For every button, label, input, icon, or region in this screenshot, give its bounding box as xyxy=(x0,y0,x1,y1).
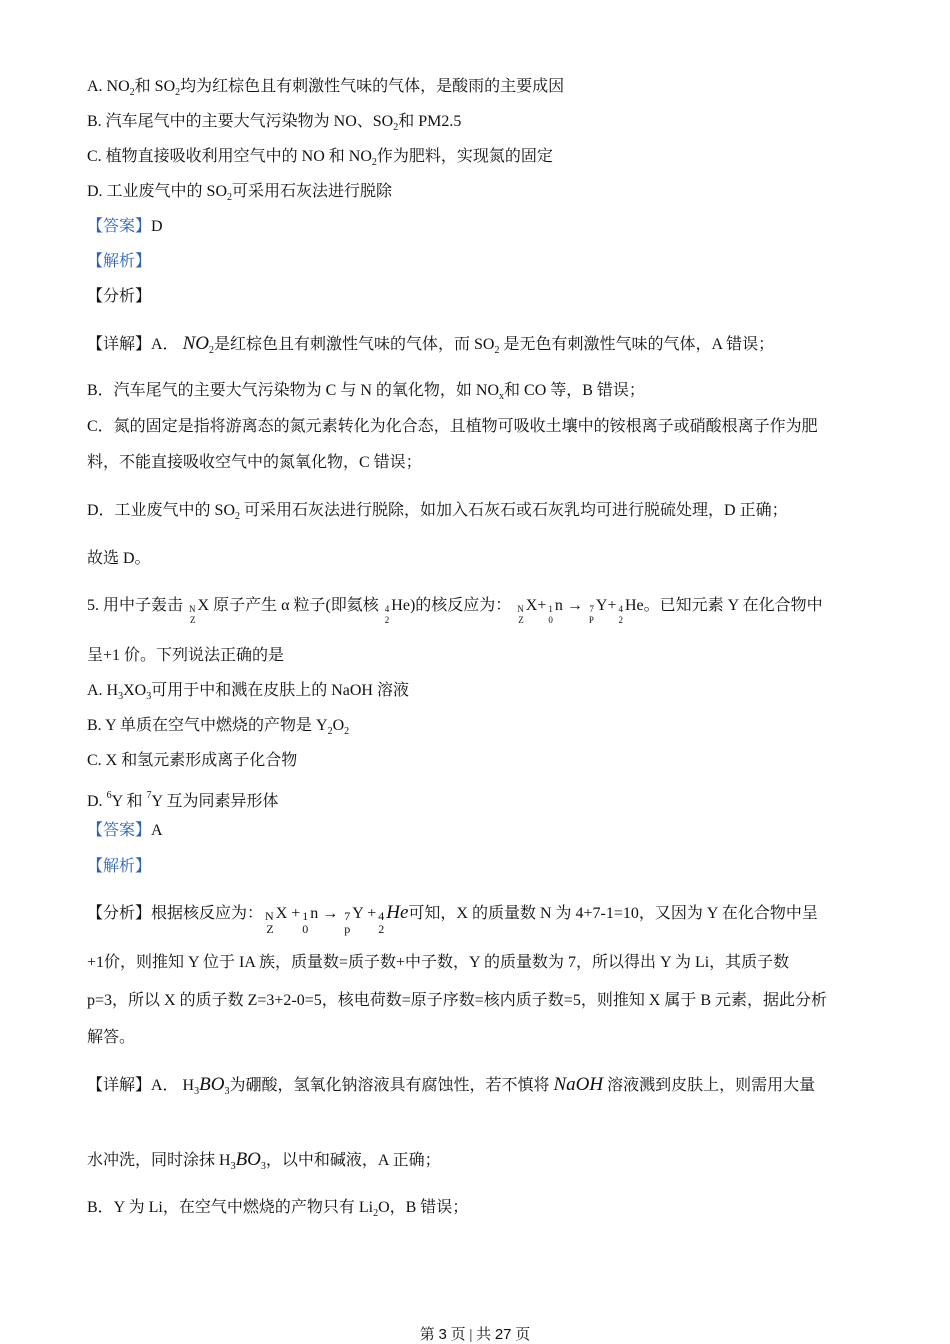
nuclide-notation xyxy=(589,604,594,626)
text-run: B. Y 单质在空气中燃烧的产物是 Y xyxy=(87,717,328,734)
subscript: x xyxy=(499,391,505,402)
formula-italic: BO xyxy=(235,1149,261,1170)
text-run: 可知，X 的质量数 N 为 4+7-1=10，又因为 Y 在化合物中呈 xyxy=(408,905,818,922)
mass-number: 7 xyxy=(589,604,594,614)
mass-number: 1 xyxy=(302,909,309,923)
formula-italic: He xyxy=(386,902,409,923)
atomic-number: p xyxy=(344,922,351,936)
mass-number: 1 xyxy=(548,604,553,614)
subscript: 3 xyxy=(224,1086,230,1097)
text-run: He)的核反应为： xyxy=(391,597,516,614)
text-run: 【详解】A． H xyxy=(87,1077,195,1094)
text-run: 作为肥料，实现氮的固定 xyxy=(376,148,553,165)
formula-italic: NaOH xyxy=(553,1074,604,1095)
text-run: X + xyxy=(275,905,301,922)
text-run: X+ xyxy=(525,597,547,614)
text-line xyxy=(87,953,789,973)
text-run: C．氮的固定是指将游离态的氮元素转化为化合态，且植物可吸收土壤中的铵根离子或硝酸根离子作为肥 xyxy=(87,418,818,435)
section-label: 【答案】 xyxy=(87,218,152,235)
text-run: 均为红棕色且有刺激性气味的气体，是酸雨的主要成因 xyxy=(180,78,565,95)
text-line xyxy=(87,417,818,437)
nuclide-notation xyxy=(265,910,274,936)
text-run: 可采用石灰法进行脱除，如加入石灰石或石灰乳均可进行脱硫处理，D 正确； xyxy=(240,502,788,519)
text-run: B．汽车尾气的主要大气污染物为 C 与 N 的氧化物，如 NO xyxy=(87,382,500,399)
text-line xyxy=(87,1028,135,1048)
text-line xyxy=(87,381,645,407)
text-run: C. 植物直接吸收利用空气中的 NO 和 NO xyxy=(87,148,372,165)
atomic-number: 2 xyxy=(378,922,385,936)
text-run: A xyxy=(151,822,163,839)
subscript: 2 xyxy=(371,157,377,168)
subscript: 2 xyxy=(494,345,500,356)
text-line xyxy=(87,252,151,272)
nuclide-notation xyxy=(517,604,524,626)
nuclide-notation xyxy=(548,604,553,626)
text-run: 呈+1 价。下列说法正确的是 xyxy=(87,647,285,664)
mass-number: 4 xyxy=(618,604,623,614)
text-run: +1价，则推知 Y 位于 IA 族，质量数=质子数+中子数，Y 的质量数为 7，所以得出 Y 为 Li，其质子数 xyxy=(87,954,790,971)
text-run: D. 工业废气中的 SO xyxy=(87,183,228,200)
text-line xyxy=(87,217,163,237)
subscript: 3 xyxy=(194,1086,200,1097)
text-line xyxy=(87,287,151,307)
text-run: p=3，所以 X 的质子数 Z=3+2-0=5，核电荷数=原子序数=核内质子数=5，则推知 X 属于 B 元素，据此分析 xyxy=(87,992,828,1009)
subscript: 3 xyxy=(118,691,124,702)
text-run: ，以中和碱液，A 正确； xyxy=(265,1152,441,1169)
nuclide-notation xyxy=(385,604,390,626)
subscript: 2 xyxy=(327,726,333,737)
text-line xyxy=(87,147,553,173)
formula-italic: NO xyxy=(182,333,209,354)
subscript: 3 xyxy=(260,1161,266,1172)
text-run: A. H xyxy=(87,682,119,699)
text-line xyxy=(87,646,284,666)
page-number: 3 xyxy=(438,1326,447,1343)
text-run: D. xyxy=(87,793,107,810)
text-run: 【分析】 xyxy=(87,288,152,305)
subscript: 2 xyxy=(129,87,135,98)
section-label: 【解析】 xyxy=(87,253,152,270)
subscript: 3 xyxy=(146,691,152,702)
mass-number: N xyxy=(189,604,196,614)
subscript: 3 xyxy=(230,1161,236,1172)
subscript: 2 xyxy=(175,87,181,98)
atomic-number: P xyxy=(588,615,594,625)
text-run: Y+ xyxy=(595,597,617,614)
text-run: 和 CO 等，B 错误； xyxy=(504,382,645,399)
nuclide-notation xyxy=(618,604,623,626)
mass-number: N xyxy=(265,909,274,923)
footer-text: 页 xyxy=(515,1327,531,1343)
mass-number: 4 xyxy=(384,604,390,614)
text-run: 是无色有刺激性气味的气体，A 错误； xyxy=(499,336,775,353)
text-run: O xyxy=(332,717,345,734)
section-label: 【答案】 xyxy=(87,822,152,839)
page-footer xyxy=(0,1323,950,1344)
mass-number: N xyxy=(517,604,524,614)
text-run: A. NO xyxy=(87,78,130,95)
total-pages: 27 xyxy=(494,1326,512,1343)
text-line xyxy=(87,991,827,1011)
subscript: 2 xyxy=(227,192,233,203)
text-run: B. 汽车尾气中的主要大气污染物为 NO、SO xyxy=(87,113,394,130)
text-run: D xyxy=(151,218,163,235)
text-run: 可用于中和溅在皮肤上的 NaOH 溶液 xyxy=(151,682,409,699)
text-run: 为硼酸，氢氧化钠溶液具有腐蚀性，若不慎将 xyxy=(229,1077,554,1094)
text-line xyxy=(87,821,163,841)
text-run: Y 互为同素异形体 xyxy=(151,793,279,810)
subscript: 2 xyxy=(393,122,399,133)
footer-text: 页 | 共 xyxy=(450,1327,492,1343)
atomic-number: Z xyxy=(266,922,274,936)
text-run: O，B 错误； xyxy=(378,1199,469,1216)
mass-number: 4 xyxy=(378,909,385,923)
subscript: 2 xyxy=(235,511,241,522)
text-line xyxy=(87,501,788,527)
text-run: 可采用石灰法进行脱除 xyxy=(232,183,393,200)
nuclide-notation xyxy=(378,910,384,936)
nuclide-notation xyxy=(344,910,350,936)
text-line xyxy=(87,112,461,138)
text-line xyxy=(87,182,392,208)
atomic-number: Z xyxy=(518,615,524,625)
text-run: C. X 和氢元素形成离子化合物 xyxy=(87,752,298,769)
text-line xyxy=(87,1075,815,1102)
text-run: 是红棕色且有刺激性气味的气体，而 SO xyxy=(213,336,495,353)
text-run: D．工业废气中的 SO xyxy=(87,502,236,519)
text-run: X 原子产生 α 粒子(即氦核 xyxy=(197,597,383,614)
text-run: 解答。 xyxy=(87,1029,136,1046)
atomic-number: 2 xyxy=(384,615,390,625)
superscript: 6 xyxy=(106,790,112,801)
text-line xyxy=(87,453,422,473)
text-line xyxy=(87,77,564,103)
text-run: 【分析】根据核反应为： xyxy=(87,905,264,922)
text-run: 【详解】A． xyxy=(87,336,183,353)
footer-text: 第 xyxy=(419,1327,435,1343)
text-run: B．Y 为 Li，在空气中燃烧的产物只有 Li xyxy=(87,1199,374,1216)
text-line xyxy=(87,1198,468,1224)
text-run: Y + xyxy=(352,905,377,922)
formula-italic: BO xyxy=(199,1074,225,1095)
text-line xyxy=(87,903,818,936)
atomic-number: 0 xyxy=(548,615,553,625)
subscript: 2 xyxy=(208,345,214,356)
mass-number: 7 xyxy=(344,909,351,923)
section-label: 【解析】 xyxy=(87,858,152,875)
text-line xyxy=(87,786,279,812)
text-run: XO xyxy=(123,682,147,699)
text-run: 5. 用中子轰击 xyxy=(87,597,188,614)
text-line xyxy=(87,857,151,877)
text-run: n → xyxy=(554,597,587,614)
text-run: 溶液溅到皮肤上，则需用大量 xyxy=(603,1077,816,1094)
atomic-number: Z xyxy=(190,615,196,625)
text-line xyxy=(87,596,823,626)
text-run: 水冲洗，同时涂抹 H xyxy=(87,1152,231,1169)
text-line xyxy=(87,681,409,707)
nuclide-notation xyxy=(302,910,308,936)
text-run: Y 和 xyxy=(111,793,147,810)
text-line xyxy=(87,751,297,771)
text-line xyxy=(87,334,774,361)
text-line xyxy=(87,1150,441,1177)
text-run: 料，不能直接吸收空气中的氮氧化物，C 错误； xyxy=(87,454,422,471)
subscript: 2 xyxy=(344,726,350,737)
text-line xyxy=(87,549,151,569)
text-run: 和 SO xyxy=(134,78,176,95)
atomic-number: 2 xyxy=(618,615,623,625)
text-run: 和 PM2.5 xyxy=(398,113,462,130)
text-run: 故选 D。 xyxy=(87,550,151,567)
subscript: 2 xyxy=(373,1208,379,1219)
nuclide-notation xyxy=(189,604,196,626)
text-line xyxy=(87,716,349,742)
text-run: n → xyxy=(310,905,343,922)
text-run: He。已知元素 Y 在化合物中 xyxy=(624,597,823,614)
atomic-number: 0 xyxy=(302,922,309,936)
superscript: 7 xyxy=(146,790,152,801)
